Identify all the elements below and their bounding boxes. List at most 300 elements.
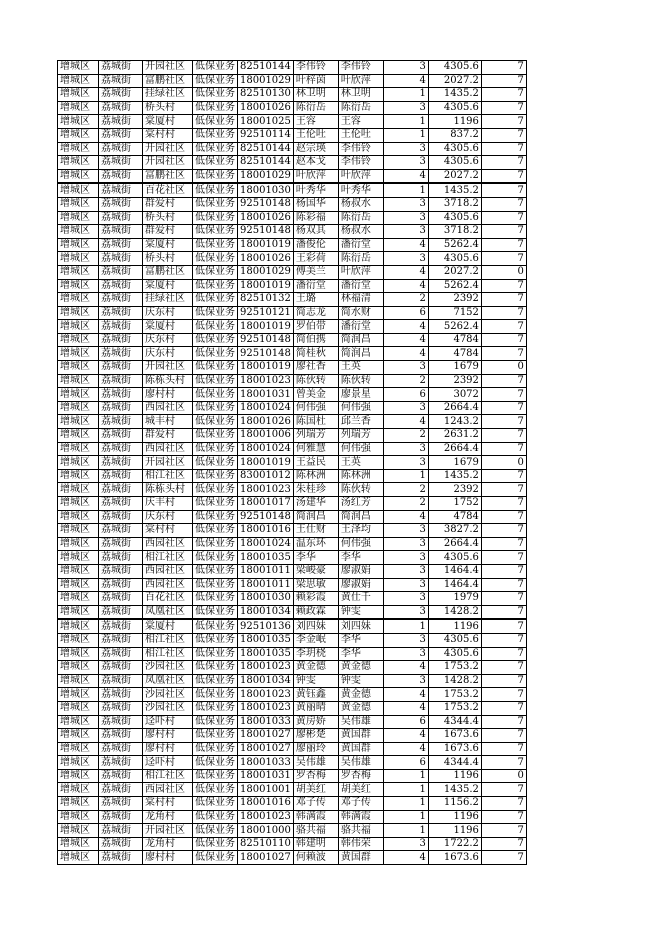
code-cell[interactable]: 18001026	[238, 252, 294, 266]
flag-cell[interactable]: 7	[481, 469, 526, 483]
member-name-cell[interactable]: 朱桂珍	[293, 483, 338, 497]
household-size-cell[interactable]: 3	[383, 225, 428, 239]
business-type-cell[interactable]: 低保业务	[193, 401, 238, 415]
member-name-cell[interactable]: 叶梓茵	[293, 74, 338, 88]
community-cell[interactable]: 龙角村	[143, 810, 193, 824]
street-cell[interactable]: 荔城街	[99, 252, 143, 266]
code-cell[interactable]: 18001035	[238, 551, 294, 565]
amount-cell[interactable]: 4305.6	[428, 142, 481, 156]
flag-cell[interactable]: 7	[481, 497, 526, 511]
flag-cell[interactable]: 7	[481, 293, 526, 307]
community-cell[interactable]: 沙园社区	[143, 688, 193, 702]
amount-cell[interactable]: 1753.2	[428, 688, 481, 702]
household-size-cell[interactable]: 4	[383, 415, 428, 429]
street-cell[interactable]: 荔城街	[99, 483, 143, 497]
household-size-cell[interactable]: 4	[383, 661, 428, 675]
district-cell[interactable]: 增城区	[58, 756, 99, 770]
member-name-cell[interactable]: 赵本戈	[293, 156, 338, 170]
head-name-cell[interactable]: 王英	[338, 361, 383, 375]
household-size-cell[interactable]: 4	[383, 729, 428, 743]
code-cell[interactable]: 92510148	[238, 333, 294, 347]
street-cell[interactable]: 荔城街	[99, 320, 143, 334]
head-name-cell[interactable]: 林卫明	[338, 88, 383, 102]
district-cell[interactable]: 增城区	[58, 347, 99, 361]
community-cell[interactable]: 庆东村	[143, 333, 193, 347]
street-cell[interactable]: 荔城街	[99, 701, 143, 715]
street-cell[interactable]: 荔城街	[99, 524, 143, 538]
code-cell[interactable]: 18001024	[238, 442, 294, 456]
community-cell[interactable]: 棠村村	[143, 128, 193, 142]
business-type-cell[interactable]: 低保业务	[193, 142, 238, 156]
household-size-cell[interactable]: 2	[383, 293, 428, 307]
district-cell[interactable]: 增城区	[58, 456, 99, 470]
head-name-cell[interactable]: 简润昌	[338, 510, 383, 524]
flag-cell[interactable]: 7	[481, 333, 526, 347]
street-cell[interactable]: 荔城街	[99, 688, 143, 702]
flag-cell[interactable]: 0	[481, 456, 526, 470]
flag-cell[interactable]: 7	[481, 633, 526, 647]
flag-cell[interactable]: 7	[481, 115, 526, 129]
code-cell[interactable]: 18001016	[238, 797, 294, 811]
district-cell[interactable]: 增城区	[58, 306, 99, 320]
business-type-cell[interactable]: 低保业务	[193, 388, 238, 402]
business-type-cell[interactable]: 低保业务	[193, 619, 238, 633]
business-type-cell[interactable]: 低保业务	[193, 756, 238, 770]
district-cell[interactable]: 增城区	[58, 238, 99, 252]
community-cell[interactable]: 挂绿社区	[143, 88, 193, 102]
flag-cell[interactable]: 7	[481, 169, 526, 183]
flag-cell[interactable]: 7	[481, 88, 526, 102]
business-type-cell[interactable]: 低保业务	[193, 211, 238, 225]
code-cell[interactable]: 18001019	[238, 361, 294, 375]
street-cell[interactable]: 荔城街	[99, 88, 143, 102]
household-size-cell[interactable]: 4	[383, 742, 428, 756]
business-type-cell[interactable]: 低保业务	[193, 115, 238, 129]
code-cell[interactable]: 82510132	[238, 293, 294, 307]
code-cell[interactable]: 18001031	[238, 769, 294, 783]
code-cell[interactable]: 92510136	[238, 619, 294, 633]
member-name-cell[interactable]: 潘衍堂	[293, 279, 338, 293]
amount-cell[interactable]: 2027.2	[428, 265, 481, 279]
street-cell[interactable]: 荔城街	[99, 497, 143, 511]
flag-cell[interactable]: 7	[481, 429, 526, 443]
district-cell[interactable]: 增城区	[58, 279, 99, 293]
household-size-cell[interactable]: 4	[383, 688, 428, 702]
business-type-cell[interactable]: 低保业务	[193, 661, 238, 675]
street-cell[interactable]: 荔城街	[99, 238, 143, 252]
community-cell[interactable]: 凤凰社区	[143, 605, 193, 619]
street-cell[interactable]: 荔城街	[99, 551, 143, 565]
community-cell[interactable]: 开园社区	[143, 456, 193, 470]
member-name-cell[interactable]: 陈伙转	[293, 374, 338, 388]
amount-cell[interactable]: 1435.2	[428, 783, 481, 797]
head-name-cell[interactable]: 廖淑娟	[338, 564, 383, 578]
flag-cell[interactable]: 7	[481, 510, 526, 524]
amount-cell[interactable]: 4305.6	[428, 633, 481, 647]
business-type-cell[interactable]: 低保业务	[193, 769, 238, 783]
head-name-cell[interactable]: 李华	[338, 551, 383, 565]
flag-cell[interactable]: 7	[481, 183, 526, 197]
district-cell[interactable]: 增城区	[58, 851, 99, 865]
community-cell[interactable]: 迳吓村	[143, 715, 193, 729]
code-cell[interactable]: 82510144	[238, 156, 294, 170]
community-cell[interactable]: 西园社区	[143, 578, 193, 592]
member-name-cell[interactable]: 韩满霞	[293, 810, 338, 824]
amount-cell[interactable]: 3718.2	[428, 225, 481, 239]
household-size-cell[interactable]: 2	[383, 497, 428, 511]
head-name-cell[interactable]: 钟雯	[338, 605, 383, 619]
head-name-cell[interactable]: 黄仕千	[338, 592, 383, 606]
amount-cell[interactable]: 4344.4	[428, 715, 481, 729]
head-name-cell[interactable]: 列瑞芳	[338, 429, 383, 443]
street-cell[interactable]: 荔城街	[99, 169, 143, 183]
community-cell[interactable]: 群爱村	[143, 197, 193, 211]
head-name-cell[interactable]: 叶欣萍	[338, 169, 383, 183]
community-cell[interactable]: 庆东村	[143, 510, 193, 524]
code-cell[interactable]: 18001006	[238, 429, 294, 443]
flag-cell[interactable]: 7	[481, 578, 526, 592]
amount-cell[interactable]: 2664.4	[428, 442, 481, 456]
street-cell[interactable]: 荔城街	[99, 783, 143, 797]
business-type-cell[interactable]: 低保业务	[193, 537, 238, 551]
community-cell[interactable]: 陈栋头村	[143, 374, 193, 388]
household-size-cell[interactable]: 1	[383, 810, 428, 824]
head-name-cell[interactable]: 王容	[338, 115, 383, 129]
street-cell[interactable]: 荔城街	[99, 442, 143, 456]
code-cell[interactable]: 18001019	[238, 279, 294, 293]
street-cell[interactable]: 荔城街	[99, 824, 143, 838]
code-cell[interactable]: 18001033	[238, 715, 294, 729]
member-name-cell[interactable]: 廖社香	[293, 361, 338, 375]
amount-cell[interactable]: 1752	[428, 497, 481, 511]
street-cell[interactable]: 荔城街	[99, 279, 143, 293]
head-name-cell[interactable]: 黄国群	[338, 742, 383, 756]
code-cell[interactable]: 18001001	[238, 783, 294, 797]
flag-cell[interactable]: 7	[481, 306, 526, 320]
household-size-cell[interactable]: 2	[383, 374, 428, 388]
code-cell[interactable]: 18001023	[238, 701, 294, 715]
district-cell[interactable]: 增城区	[58, 729, 99, 743]
head-name-cell[interactable]: 潘衍堂	[338, 320, 383, 334]
member-name-cell[interactable]: 杨国华	[293, 197, 338, 211]
amount-cell[interactable]: 4305.6	[428, 551, 481, 565]
head-name-cell[interactable]: 李伟铃	[338, 142, 383, 156]
household-size-cell[interactable]: 1	[383, 619, 428, 633]
flag-cell[interactable]: 7	[481, 524, 526, 538]
code-cell[interactable]: 18001024	[238, 401, 294, 415]
business-type-cell[interactable]: 低保业务	[193, 688, 238, 702]
street-cell[interactable]: 荔城街	[99, 115, 143, 129]
flag-cell[interactable]: 7	[481, 128, 526, 142]
amount-cell[interactable]: 1196	[428, 115, 481, 129]
member-name-cell[interactable]: 胡美红	[293, 783, 338, 797]
amount-cell[interactable]: 4305.6	[428, 252, 481, 266]
flag-cell[interactable]: 7	[481, 415, 526, 429]
flag-cell[interactable]: 7	[481, 320, 526, 334]
head-name-cell[interactable]: 简润昌	[338, 333, 383, 347]
community-cell[interactable]: 棠村村	[143, 524, 193, 538]
street-cell[interactable]: 荔城街	[99, 142, 143, 156]
business-type-cell[interactable]: 低保业务	[193, 797, 238, 811]
head-name-cell[interactable]: 何伟强	[338, 537, 383, 551]
code-cell[interactable]: 18001023	[238, 483, 294, 497]
street-cell[interactable]: 荔城街	[99, 592, 143, 606]
member-name-cell[interactable]: 李伟铃	[293, 61, 338, 75]
street-cell[interactable]: 荔城街	[99, 756, 143, 770]
flag-cell[interactable]: 7	[481, 388, 526, 402]
code-cell[interactable]: 83001012	[238, 469, 294, 483]
head-name-cell[interactable]: 陈伙转	[338, 374, 383, 388]
member-name-cell[interactable]: 列瑞芳	[293, 429, 338, 443]
community-cell[interactable]: 凤凰社区	[143, 674, 193, 688]
district-cell[interactable]: 增城区	[58, 429, 99, 443]
district-cell[interactable]: 增城区	[58, 592, 99, 606]
district-cell[interactable]: 增城区	[58, 688, 99, 702]
member-name-cell[interactable]: 潘俊伦	[293, 238, 338, 252]
head-name-cell[interactable]: 叶秀华	[338, 183, 383, 197]
code-cell[interactable]: 18001023	[238, 661, 294, 675]
flag-cell[interactable]: 7	[481, 142, 526, 156]
district-cell[interactable]: 增城区	[58, 156, 99, 170]
community-cell[interactable]: 开园社区	[143, 61, 193, 75]
street-cell[interactable]: 荔城街	[99, 729, 143, 743]
amount-cell[interactable]: 1679	[428, 456, 481, 470]
amount-cell[interactable]: 1753.2	[428, 661, 481, 675]
household-size-cell[interactable]: 3	[383, 211, 428, 225]
street-cell[interactable]: 荔城街	[99, 769, 143, 783]
member-name-cell[interactable]: 邓子传	[293, 797, 338, 811]
head-name-cell[interactable]: 林福清	[338, 293, 383, 307]
member-name-cell[interactable]: 陈林洲	[293, 469, 338, 483]
business-type-cell[interactable]: 低保业务	[193, 238, 238, 252]
code-cell[interactable]: 18001019	[238, 238, 294, 252]
business-type-cell[interactable]: 低保业务	[193, 742, 238, 756]
district-cell[interactable]: 增城区	[58, 510, 99, 524]
head-name-cell[interactable]: 邓子传	[338, 797, 383, 811]
household-size-cell[interactable]: 3	[383, 578, 428, 592]
amount-cell[interactable]: 4305.6	[428, 211, 481, 225]
business-type-cell[interactable]: 低保业务	[193, 61, 238, 75]
household-size-cell[interactable]: 1	[383, 783, 428, 797]
district-cell[interactable]: 增城区	[58, 633, 99, 647]
flag-cell[interactable]: 7	[481, 374, 526, 388]
household-size-cell[interactable]: 3	[383, 252, 428, 266]
code-cell[interactable]: 18001029	[238, 169, 294, 183]
district-cell[interactable]: 增城区	[58, 810, 99, 824]
district-cell[interactable]: 增城区	[58, 442, 99, 456]
household-size-cell[interactable]: 2	[383, 483, 428, 497]
business-type-cell[interactable]: 低保业务	[193, 715, 238, 729]
business-type-cell[interactable]: 低保业务	[193, 429, 238, 443]
member-name-cell[interactable]: 黄金德	[293, 661, 338, 675]
flag-cell[interactable]: 7	[481, 279, 526, 293]
amount-cell[interactable]: 1673.6	[428, 729, 481, 743]
flag-cell[interactable]: 7	[481, 238, 526, 252]
community-cell[interactable]: 棠厦村	[143, 115, 193, 129]
household-size-cell[interactable]: 3	[383, 197, 428, 211]
business-type-cell[interactable]: 低保业务	[193, 729, 238, 743]
district-cell[interactable]: 增城区	[58, 564, 99, 578]
business-type-cell[interactable]: 低保业务	[193, 674, 238, 688]
flag-cell[interactable]: 7	[481, 101, 526, 115]
household-size-cell[interactable]: 3	[383, 61, 428, 75]
household-size-cell[interactable]: 4	[383, 701, 428, 715]
community-cell[interactable]: 百花社区	[143, 183, 193, 197]
street-cell[interactable]: 荔城街	[99, 61, 143, 75]
street-cell[interactable]: 荔城街	[99, 715, 143, 729]
business-type-cell[interactable]: 低保业务	[193, 374, 238, 388]
household-size-cell[interactable]: 3	[383, 101, 428, 115]
member-name-cell[interactable]: 吴伟雄	[293, 756, 338, 770]
household-size-cell[interactable]: 4	[383, 347, 428, 361]
amount-cell[interactable]: 1673.6	[428, 851, 481, 865]
member-name-cell[interactable]: 汤建华	[293, 497, 338, 511]
business-type-cell[interactable]: 低保业务	[193, 74, 238, 88]
street-cell[interactable]: 荔城街	[99, 619, 143, 633]
flag-cell[interactable]: 7	[481, 401, 526, 415]
household-size-cell[interactable]: 3	[383, 442, 428, 456]
business-type-cell[interactable]: 低保业务	[193, 837, 238, 851]
amount-cell[interactable]: 2027.2	[428, 74, 481, 88]
code-cell[interactable]: 18001031	[238, 388, 294, 402]
amount-cell[interactable]: 2664.4	[428, 537, 481, 551]
member-name-cell[interactable]: 林卫明	[293, 88, 338, 102]
code-cell[interactable]: 92510148	[238, 225, 294, 239]
head-name-cell[interactable]: 吴伟雄	[338, 715, 383, 729]
head-name-cell[interactable]: 潘衍堂	[338, 279, 383, 293]
household-size-cell[interactable]: 3	[383, 564, 428, 578]
head-name-cell[interactable]: 王伦吐	[338, 128, 383, 142]
business-type-cell[interactable]: 低保业务	[193, 851, 238, 865]
member-name-cell[interactable]: 叶欣萍	[293, 169, 338, 183]
community-cell[interactable]: 棠村村	[143, 797, 193, 811]
head-name-cell[interactable]: 廖淑娟	[338, 578, 383, 592]
business-type-cell[interactable]: 低保业务	[193, 306, 238, 320]
amount-cell[interactable]: 837.2	[428, 128, 481, 142]
street-cell[interactable]: 荔城街	[99, 374, 143, 388]
district-cell[interactable]: 增城区	[58, 469, 99, 483]
member-name-cell[interactable]: 李华	[293, 551, 338, 565]
household-size-cell[interactable]: 4	[383, 510, 428, 524]
street-cell[interactable]: 荔城街	[99, 293, 143, 307]
member-name-cell[interactable]: 王益民	[293, 456, 338, 470]
flag-cell[interactable]: 7	[481, 74, 526, 88]
flag-cell[interactable]: 7	[481, 688, 526, 702]
household-size-cell[interactable]: 1	[383, 797, 428, 811]
community-cell[interactable]: 廖村村	[143, 851, 193, 865]
business-type-cell[interactable]: 低保业务	[193, 456, 238, 470]
flag-cell[interactable]: 7	[481, 537, 526, 551]
head-name-cell[interactable]: 钟雯	[338, 674, 383, 688]
district-cell[interactable]: 增城区	[58, 783, 99, 797]
community-cell[interactable]: 棠厦村	[143, 619, 193, 633]
street-cell[interactable]: 荔城街	[99, 605, 143, 619]
member-name-cell[interactable]: 傅美兰	[293, 265, 338, 279]
household-size-cell[interactable]: 3	[383, 401, 428, 415]
street-cell[interactable]: 荔城街	[99, 647, 143, 661]
head-name-cell[interactable]: 简润昌	[338, 347, 383, 361]
amount-cell[interactable]: 1673.6	[428, 742, 481, 756]
district-cell[interactable]: 增城区	[58, 374, 99, 388]
code-cell[interactable]: 18001026	[238, 101, 294, 115]
amount-cell[interactable]: 4784	[428, 347, 481, 361]
community-cell[interactable]: 桥头村	[143, 101, 193, 115]
business-type-cell[interactable]: 低保业务	[193, 361, 238, 375]
community-cell[interactable]: 百花社区	[143, 592, 193, 606]
head-name-cell[interactable]: 汤红芳	[338, 497, 383, 511]
member-name-cell[interactable]: 梁思敏	[293, 578, 338, 592]
code-cell[interactable]: 18001034	[238, 605, 294, 619]
member-name-cell[interactable]: 李金岷	[293, 633, 338, 647]
head-name-cell[interactable]: 叶欣萍	[338, 265, 383, 279]
household-size-cell[interactable]: 3	[383, 605, 428, 619]
member-name-cell[interactable]: 何雅慧	[293, 442, 338, 456]
code-cell[interactable]: 82510110	[238, 837, 294, 851]
amount-cell[interactable]: 2392	[428, 293, 481, 307]
district-cell[interactable]: 增城区	[58, 61, 99, 75]
household-size-cell[interactable]: 4	[383, 74, 428, 88]
code-cell[interactable]: 18001023	[238, 374, 294, 388]
household-size-cell[interactable]: 3	[383, 456, 428, 470]
flag-cell[interactable]: 7	[481, 551, 526, 565]
amount-cell[interactable]: 1196	[428, 769, 481, 783]
code-cell[interactable]: 18001024	[238, 537, 294, 551]
member-name-cell[interactable]: 骆共福	[293, 824, 338, 838]
amount-cell[interactable]: 2392	[428, 483, 481, 497]
head-name-cell[interactable]: 杨叔水	[338, 197, 383, 211]
member-name-cell[interactable]: 杨双其	[293, 225, 338, 239]
amount-cell[interactable]: 1196	[428, 810, 481, 824]
household-size-cell[interactable]: 3	[383, 674, 428, 688]
community-cell[interactable]: 庆东村	[143, 306, 193, 320]
household-size-cell[interactable]: 3	[383, 156, 428, 170]
member-name-cell[interactable]: 何赖波	[293, 851, 338, 865]
code-cell[interactable]: 18001011	[238, 578, 294, 592]
district-cell[interactable]: 增城区	[58, 169, 99, 183]
street-cell[interactable]: 荔城街	[99, 837, 143, 851]
district-cell[interactable]: 增城区	[58, 183, 99, 197]
business-type-cell[interactable]: 低保业务	[193, 279, 238, 293]
member-name-cell[interactable]: 韩建明	[293, 837, 338, 851]
head-name-cell[interactable]: 李华	[338, 647, 383, 661]
community-cell[interactable]: 开园社区	[143, 156, 193, 170]
flag-cell[interactable]: 7	[481, 797, 526, 811]
amount-cell[interactable]: 4305.6	[428, 156, 481, 170]
business-type-cell[interactable]: 低保业务	[193, 293, 238, 307]
street-cell[interactable]: 荔城街	[99, 633, 143, 647]
amount-cell[interactable]: 1464.4	[428, 564, 481, 578]
household-size-cell[interactable]: 1	[383, 88, 428, 102]
district-cell[interactable]: 增城区	[58, 415, 99, 429]
community-cell[interactable]: 群爱村	[143, 429, 193, 443]
code-cell[interactable]: 18001027	[238, 729, 294, 743]
amount-cell[interactable]: 1428.2	[428, 605, 481, 619]
head-name-cell[interactable]: 黄金德	[338, 701, 383, 715]
head-name-cell[interactable]: 陈伙转	[338, 483, 383, 497]
community-cell[interactable]: 西园社区	[143, 401, 193, 415]
member-name-cell[interactable]: 陈彩福	[293, 211, 338, 225]
household-size-cell[interactable]: 6	[383, 756, 428, 770]
code-cell[interactable]: 18001035	[238, 647, 294, 661]
business-type-cell[interactable]: 低保业务	[193, 252, 238, 266]
flag-cell[interactable]: 7	[481, 592, 526, 606]
business-type-cell[interactable]: 低保业务	[193, 810, 238, 824]
member-name-cell[interactable]: 简桂秋	[293, 347, 338, 361]
flag-cell[interactable]: 7	[481, 674, 526, 688]
business-type-cell[interactable]: 低保业务	[193, 197, 238, 211]
flag-cell[interactable]: 0	[481, 361, 526, 375]
street-cell[interactable]: 荔城街	[99, 851, 143, 865]
